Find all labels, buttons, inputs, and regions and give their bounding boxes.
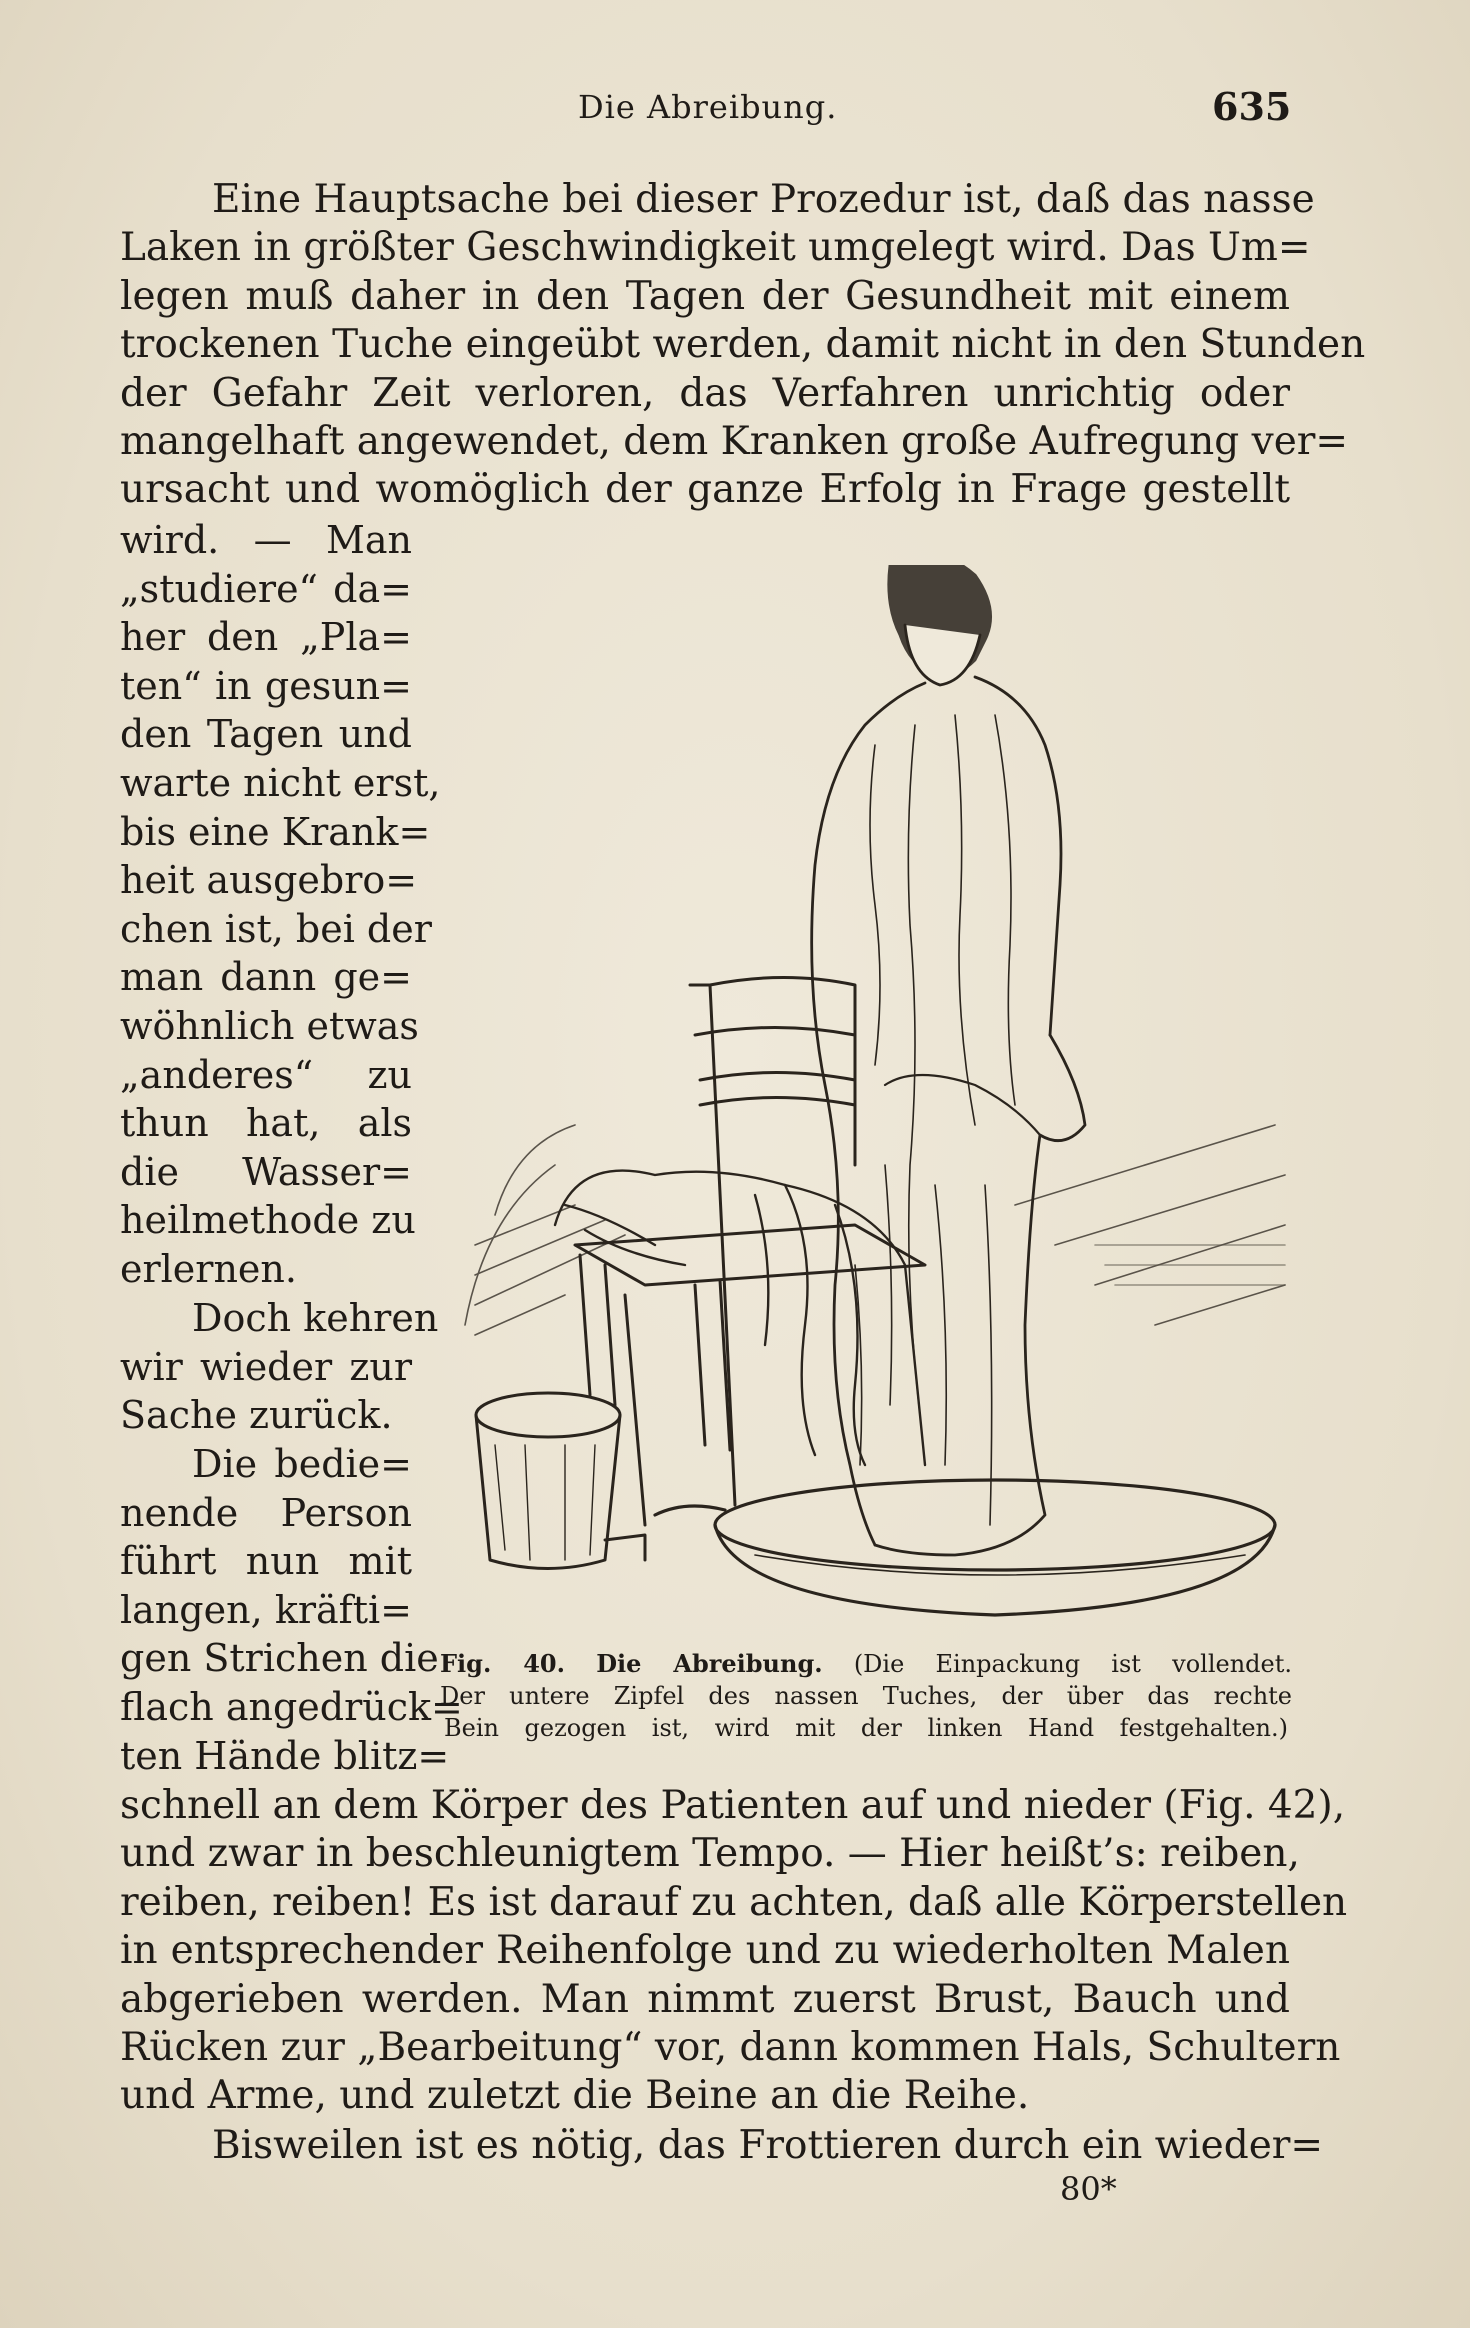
- towel-drawing: [555, 1171, 925, 1465]
- text-line: wird. — Man: [120, 518, 412, 562]
- basin-drawing: [655, 1480, 1275, 1615]
- running-title: Die Abreibung.: [578, 88, 838, 126]
- text-line: wöhnlich etwas: [120, 1003, 419, 1048]
- text-line: ursacht und womöglich der ganze Erfolg in Frage gestellt: [120, 467, 1290, 513]
- caption-line: Bein gezogen ist, wird mit der linken Hand festgehalten.): [444, 1714, 1288, 1742]
- signature-mark: 80*: [1060, 2170, 1117, 2208]
- figure-illustration: [455, 565, 1290, 1627]
- text-line: heilmethode zu: [120, 1198, 416, 1243]
- paragraph-bottom: [120, 1782, 1348, 2121]
- column-paragraph-1: [120, 516, 441, 1294]
- text-line: langen, kräfti=: [120, 1587, 412, 1632]
- page-number: 635: [1212, 84, 1292, 129]
- caption-line: [440, 1648, 1292, 1680]
- paragraph-top: [120, 176, 1366, 515]
- text-line: mangelhaft angewendet, dem Kranken große Aufregung ver=: [120, 419, 1349, 465]
- text-line: „anderes“ zu: [120, 1052, 412, 1097]
- text-line: abgerieben werden. Man nimmt zuerst Brust, Bauch und: [120, 1976, 1290, 2022]
- floor-hatching: [465, 1125, 1285, 1335]
- text-line: der Gefahr Zeit verloren, das Verfahren unrichtig oder: [120, 370, 1290, 416]
- figure-caption: [440, 1648, 1292, 1744]
- column-paragraph-2: [120, 1294, 439, 1440]
- text-line: Doch kehren: [192, 1296, 439, 1340]
- caption-text: (Die Einpackung ist vollendet.: [853, 1650, 1292, 1678]
- text-line: wir wieder zur: [120, 1344, 412, 1389]
- text-line: nende Person: [120, 1490, 412, 1535]
- figure-title: Die Abreibung.: [596, 1649, 823, 1678]
- text-line: legen muß daher in den Tagen der Gesundheit mit einem: [120, 273, 1290, 319]
- text-line: her den „Pla=: [120, 615, 412, 660]
- text-line: Sache zurück.: [120, 1393, 393, 1438]
- caption-line: Der untere Zipfel des nassen Tuches, der über das rechte: [440, 1682, 1292, 1710]
- figure-label: Fig. 40.: [440, 1649, 565, 1678]
- text-line: und Arme, und zuletzt die Beine an die Reihe.: [120, 2073, 1030, 2119]
- text-line: trockenen Tuche eingeübt werden, damit nicht in den Stunden: [120, 322, 1366, 368]
- text-line: reiben, reiben! Es ist darauf zu achten, daß alle Körperstellen: [120, 1879, 1348, 1925]
- text-line: den Tagen und: [120, 712, 412, 757]
- text-line: die Wasser=: [120, 1149, 412, 1194]
- text-line: heit ausgebro=: [120, 858, 418, 903]
- text-line: und zwar in beschleunigtem Tempo. — Hier heißt’s: reiben,: [120, 1831, 1300, 1877]
- bucket-drawing: [476, 1393, 645, 1569]
- text-line: erlernen.: [120, 1246, 297, 1291]
- text-line: Bisweilen ist es nötig, das Frottieren durch ein wieder=: [212, 2123, 1324, 2168]
- text-line: warte nicht erst,: [120, 760, 441, 805]
- text-line: chen ist, bei der: [120, 906, 432, 951]
- text-line: ten Hände blitz=: [120, 1733, 450, 1778]
- text-line: ten“ in gesun=: [120, 663, 412, 708]
- text-line: bis eine Krank=: [120, 809, 431, 854]
- text-line: thun hat, als: [120, 1101, 412, 1146]
- text-line: führt nun mit: [120, 1539, 412, 1584]
- column-paragraph-3: [120, 1440, 463, 1780]
- paragraph-last: [120, 2122, 1324, 2170]
- text-line: in entsprechender Reihenfolge und zu wiederholten Malen: [120, 1928, 1290, 1974]
- text-line: Laken in größter Geschwindigkeit umgelegt wird. Das Um=: [120, 225, 1311, 271]
- text-line: „studiere“ da=: [120, 566, 412, 611]
- text-line: Rücken zur „Bearbeitung“ vor, dann kommen Hals, Schultern: [120, 2025, 1341, 2071]
- text-line: Eine Hauptsache bei dieser Prozedur ist, daß das nasse: [212, 177, 1315, 222]
- text-line: gen Strichen die: [120, 1636, 439, 1681]
- text-line: flach angedrück=: [120, 1684, 463, 1729]
- text-line: Die bedie=: [192, 1442, 412, 1486]
- text-line: man dann ge=: [120, 955, 412, 1000]
- text-line: schnell an dem Körper des Patienten auf und nieder (Fig. 42),: [120, 1783, 1346, 1828]
